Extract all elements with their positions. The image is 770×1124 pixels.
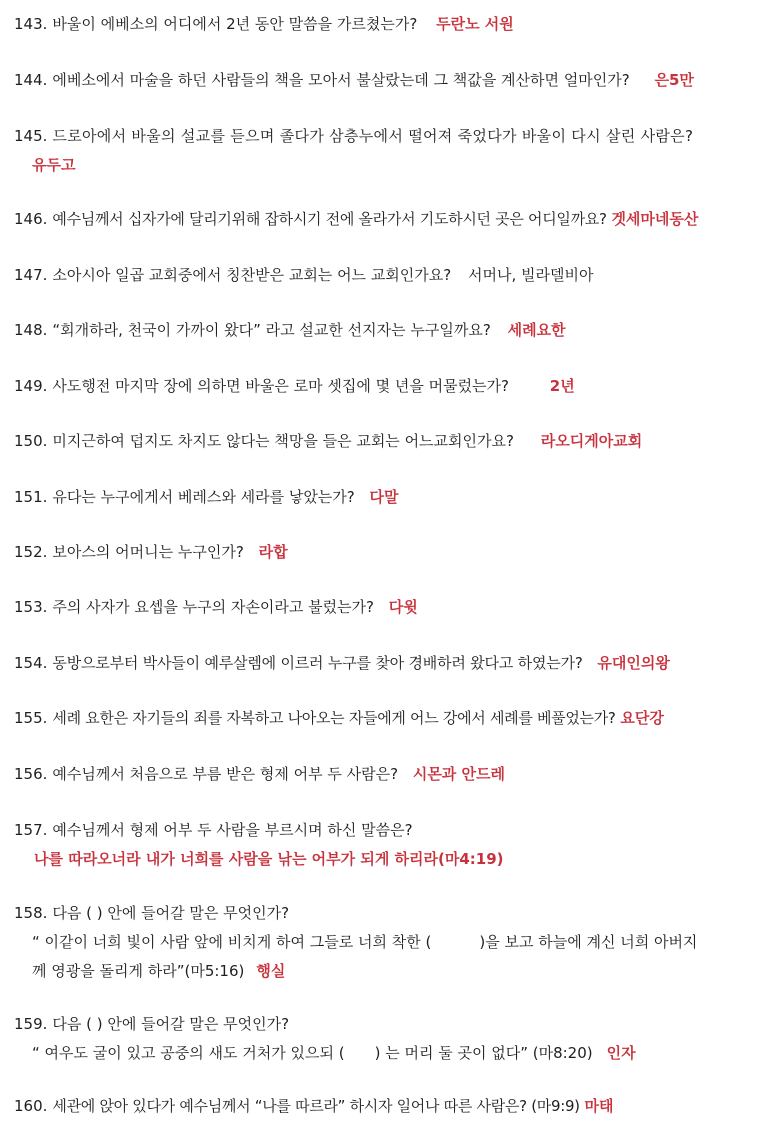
question-number: 148. — [14, 321, 48, 339]
question-number: 159. — [14, 1015, 48, 1033]
quote-line — [14, 928, 766, 957]
question-145 — [14, 122, 766, 180]
question-number: 154. — [14, 654, 48, 672]
question-text: 보아스의 어머니는 누구인가? — [52, 543, 244, 561]
question-number: 153. — [14, 598, 48, 616]
question-153 — [14, 593, 766, 622]
answer-text: 요단강 — [620, 709, 664, 727]
answer-text: 세례요한 — [507, 321, 566, 339]
question-text: 드로아에서 바울의 설교를 듣으며 졸다가 삼층누에서 떨어져 죽었다가 바울이 다시 살린 사람은? — [52, 127, 694, 145]
quote-line — [14, 1039, 766, 1068]
quote-part: “ 이같이 너희 빛이 사람 앞에 비치게 하여 그들로 너희 착한 ( — [32, 933, 432, 951]
question-148 — [14, 316, 766, 345]
question-number: 152. — [14, 543, 48, 561]
question-number: 147. — [14, 266, 48, 284]
question-number: 151. — [14, 488, 48, 506]
question-text: 유다는 누구에게서 베레스와 세라를 낳았는가? — [52, 488, 355, 506]
question-text: 세관에 앉아 있다가 예수님께서 “나를 따르라” 하시자 일어나 따른 사람은? (마9:9) — [52, 1097, 580, 1115]
question-144 — [14, 66, 766, 95]
question-150 — [14, 427, 766, 456]
question-number: 146. — [14, 210, 48, 228]
question-text: 에베소에서 마술을 하던 사람들의 책을 모아서 불살랐는데 그 책값을 계산하면 얼마인가? — [52, 71, 630, 89]
question-number: 145. — [14, 127, 48, 145]
question-text: 주의 사자가 요셉을 누구의 자손이라고 불렀는가? — [52, 598, 375, 616]
question-154 — [14, 649, 766, 678]
question-number: 157. — [14, 821, 48, 839]
quote-part: )을 보고 하늘에 계신 너희 아버지 — [479, 933, 698, 951]
answer-text: 라합 — [258, 543, 288, 561]
question-151 — [14, 483, 766, 512]
question-text: 사도행전 마지막 장에 의하면 바울은 로마 셋집에 몇 년을 머물렀는가? — [52, 377, 510, 395]
question-text: 예수님께서 십자가에 달리기위해 잡하시기 전에 올라가서 기도하시던 곳은 어디일까요? — [52, 210, 607, 228]
answer-text: 시몬과 안드레 — [412, 765, 505, 783]
question-152 — [14, 538, 766, 567]
question-text: 소아시아 일곱 교회중에서 칭찬받은 교회는 어느 교회인가요? — [52, 266, 452, 284]
question-number: 149. — [14, 377, 48, 395]
quote-part: ) 는 머리 둘 곳이 없다” (마8:20) — [374, 1044, 593, 1062]
question-number: 150. — [14, 432, 48, 450]
question-156 — [14, 760, 766, 789]
quote-part: “ 여우도 굴이 있고 공중의 새도 거처가 있으되 ( — [32, 1044, 345, 1062]
question-number: 143. — [14, 15, 48, 33]
question-text: 예수님께서 처음으로 부름 받은 형제 어부 두 사람은? — [52, 765, 399, 783]
question-text: 미지근하여 덥지도 차지도 않다는 책망을 들은 교회는 어느교회인가요? — [52, 432, 514, 450]
question-160 — [14, 1092, 766, 1121]
question-158 — [14, 899, 766, 986]
answer-text: 서머나, 빌라델비아 — [468, 266, 594, 284]
answer-text: 두란노 서원 — [436, 15, 514, 33]
question-text: 바울이 에베소의 어디에서 2년 동안 말씀을 가르쳤는가? — [52, 15, 418, 33]
question-text: 다음 ( ) 안에 들어갈 말은 무엇인가? — [52, 1015, 290, 1033]
answer-text: 나를 따라오너라 내가 너희를 사람을 낚는 어부가 되게 하리라(마4:19) — [34, 850, 504, 868]
answer-text: 다말 — [369, 488, 399, 506]
question-text: “회개하라, 천국이 가까이 왔다” 라고 설교한 선지자는 누구일까요? — [52, 321, 491, 339]
question-number: 155. — [14, 709, 48, 727]
quote-part: 께 영광을 돌리게 하라”(마5:16) — [32, 962, 245, 980]
question-157 — [14, 816, 766, 874]
answer-text: 유대인의왕 — [597, 654, 670, 672]
question-143 — [14, 10, 766, 39]
answer-text: 겟세마네동산 — [611, 210, 699, 228]
question-text: 예수님께서 형제 어부 두 사람을 부르시며 하신 말씀은? — [52, 821, 413, 839]
quote-line — [14, 957, 766, 986]
question-text: 세례 요한은 자기들의 죄를 자복하고 나아오는 자들에게 어느 강에서 세례를 베풀었는가? — [52, 709, 616, 727]
answer-text: 행실 — [256, 962, 286, 980]
question-146 — [14, 205, 766, 234]
answer-text: 인자 — [606, 1044, 636, 1062]
question-text: 다음 ( ) 안에 들어갈 말은 무엇인가? — [52, 904, 290, 922]
answer-text: 라오디게아교회 — [540, 432, 643, 450]
question-147 — [14, 261, 766, 290]
answer-text: 은5만 — [654, 71, 694, 89]
question-text: 동방으로부터 박사들이 예루살렘에 이르러 누구를 찾아 경배하려 왔다고 하였는가? — [52, 654, 583, 672]
answer-text: 2년 — [549, 377, 575, 395]
answer-text: 다윗 — [388, 598, 418, 616]
question-number: 160. — [14, 1097, 48, 1115]
question-number: 158. — [14, 904, 48, 922]
answer-text: 마태 — [584, 1097, 614, 1115]
answer-text: 유두고 — [32, 156, 76, 174]
question-number: 144. — [14, 71, 48, 89]
question-149 — [14, 372, 766, 401]
question-159 — [14, 1010, 766, 1068]
question-155 — [14, 704, 766, 733]
question-number: 156. — [14, 765, 48, 783]
